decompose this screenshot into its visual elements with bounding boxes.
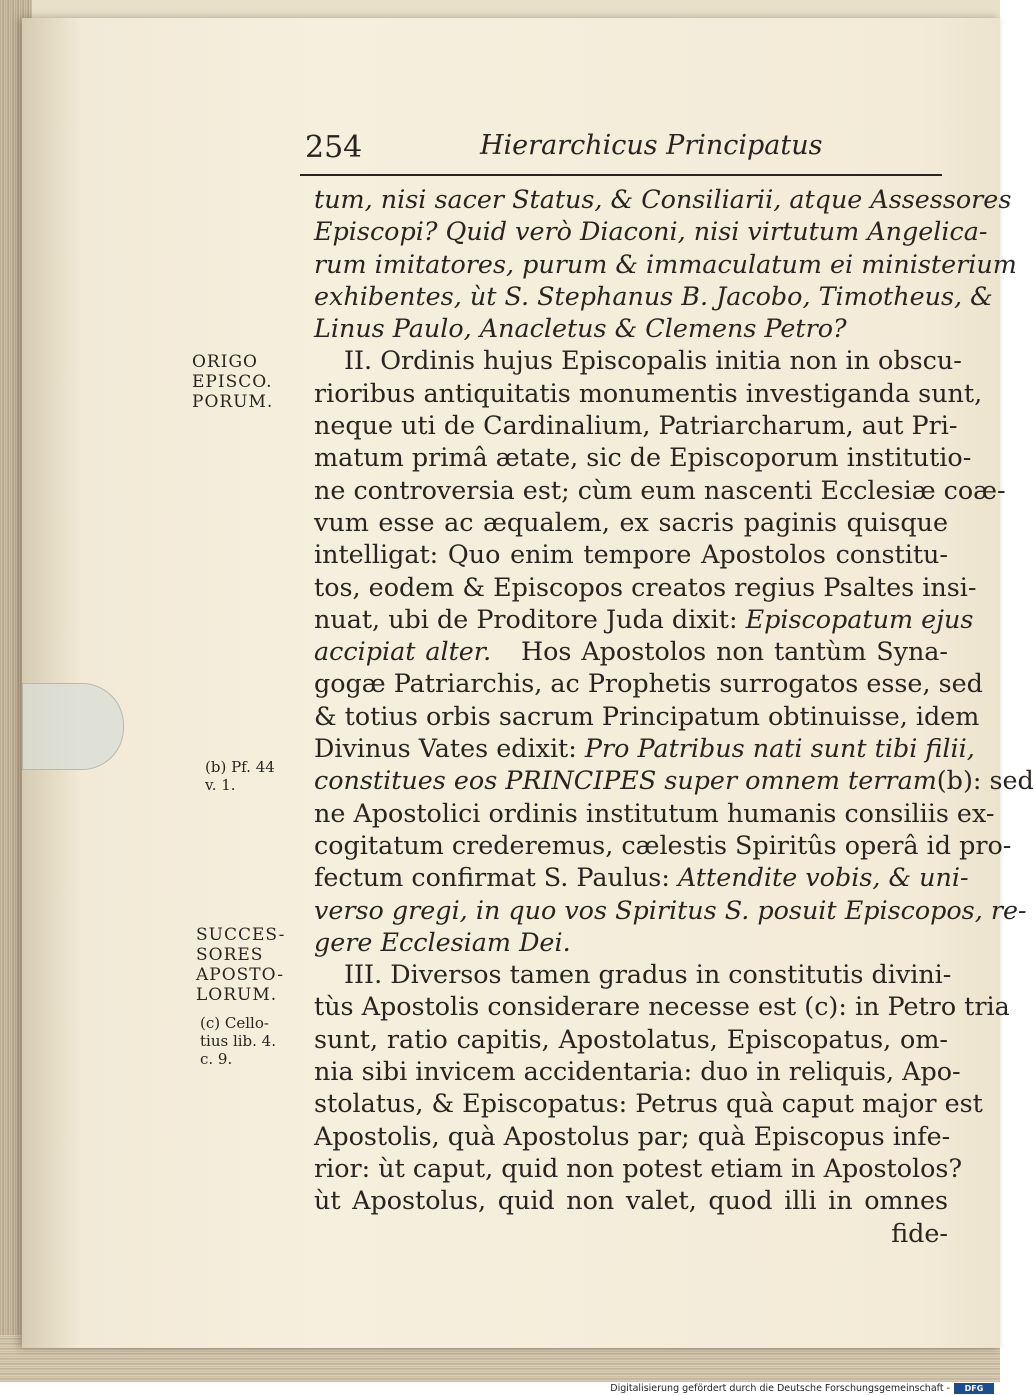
- text-line: exhibentes, ùt S. Stephanus B. Jacobo, Timotheus, &: [314, 280, 993, 311]
- margin-note-successores: [196, 925, 285, 1005]
- text-line: cogitatum crederemus, cælestis Spiritûs operâ id pro-: [314, 829, 1012, 860]
- digitization-footer: [0, 1382, 1000, 1395]
- header-rule: [300, 174, 942, 176]
- text-line: Episcopi? Quid verò Diaconi, nisi virtutum Angelica-: [314, 216, 988, 247]
- margin-note-line: ORIGO: [192, 352, 258, 372]
- text-span-italic: accipiat alter.: [314, 636, 492, 667]
- catchword: fide-: [891, 1217, 948, 1248]
- margin-note-origo: [192, 352, 273, 412]
- text-line: matum primâ ætate, sic de Episcoporum institutio-: [314, 442, 972, 473]
- text-line: [314, 861, 969, 893]
- text-line: ne controversia est; cùm eum nascenti Ecclesiæ coæ-: [314, 474, 1006, 505]
- text-line: stolatus, & Episcopatus: Petrus quà caput major est: [314, 1088, 983, 1119]
- text-span-italic: Attendite vobis, & uni-: [677, 862, 969, 893]
- text-line: gere Ecclesiam Dei.: [314, 926, 571, 957]
- margin-note-line: (b) Pf. 44: [205, 758, 275, 776]
- margin-note-psalm-reference: [205, 758, 275, 794]
- margin-note-line: SORES: [196, 945, 264, 965]
- text-line: [314, 635, 948, 667]
- text-span: Hos Apostolos non tantùm Syna-: [520, 636, 949, 667]
- page-number: 254: [305, 130, 363, 165]
- text-line: verso gregi, in quo vos Spiritus S. posuit Episcopos, re-: [314, 894, 1027, 925]
- margin-note-line: c. 9.: [200, 1050, 233, 1068]
- text-span-italic: Pro Patribus nati sunt tibi filii,: [584, 733, 975, 764]
- text-line: tùs Apostolis considerare necesse est (c): in Petro tria: [314, 991, 1010, 1022]
- text-line: rioribus antiquitatis monumentis investiganda sunt,: [314, 377, 983, 408]
- running-head: [305, 130, 945, 174]
- text-span: Divinus Vates edixit:: [314, 733, 577, 764]
- text-line: tum, nisi sacer Status, & Consiliarii, atque Assessores: [314, 184, 1012, 214]
- text-line: Apostolis, quà Apostolus par; quà Episcopus infe-: [314, 1120, 951, 1151]
- text-line: vum esse ac æqualem, ex sacris paginis quisque: [314, 506, 948, 537]
- text-line: rum imitatores, purum & immaculatum ei ministerium: [314, 248, 1017, 279]
- margin-note-line: tius lib. 4.: [200, 1032, 276, 1050]
- footer-credit: Digitalisierung gefördert durch die Deutsche Forschungsgemeinschaft -: [610, 1383, 950, 1394]
- text-span-italic: constitues eos PRINCIPES super omnem terram: [314, 765, 937, 796]
- text-line: [314, 732, 975, 764]
- margin-note-line: APOSTO-: [196, 965, 284, 985]
- text-line: & totius orbis sacrum Principatum obtinuisse, idem: [314, 700, 980, 731]
- margin-note-line: PORUM.: [192, 392, 274, 412]
- text-span: II. Ordinis hujus Episcopalis initia non in obscu-: [344, 345, 962, 376]
- text-line: [314, 344, 962, 376]
- margin-note-cellotius-reference: [200, 1014, 276, 1068]
- text-line: [314, 603, 974, 635]
- margin-note-line: EPISCO.: [192, 372, 273, 392]
- text-line: [314, 764, 1034, 796]
- running-title: Hierarchicus Principatus: [480, 130, 823, 161]
- text-line: neque uti de Cardinalium, Patriarcharum, aut Pri-: [314, 410, 958, 441]
- text-span: fectum confirmat S. Paulus:: [314, 862, 670, 893]
- text-span: (b): sed: [936, 765, 1034, 796]
- text-line: Linus Paulo, Anacletus & Clemens Petro?: [314, 313, 847, 344]
- dfg-logo: DFG: [954, 1383, 994, 1394]
- text-line: rior: ùt caput, quid non potest etiam in Apostolos?: [314, 1152, 963, 1183]
- text-line: [314, 958, 952, 990]
- text-line: intelligat: Quo enim tempore Apostolos constitu-: [314, 539, 948, 570]
- margin-note-line: SUCCES-: [196, 925, 286, 945]
- text-line: gogæ Patriarchis, ac Prophetis surrogatos esse, sed: [314, 668, 983, 699]
- body-text: [314, 183, 1034, 1249]
- text-line: tos, eodem & Episcopos creatos regius Psaltes insi-: [314, 571, 977, 602]
- text-span-italic: Episcopatum ejus: [745, 603, 974, 634]
- text-line: sunt, ratio capitis, Apostolatus, Episcopatus, om-: [314, 1023, 948, 1054]
- margin-note-line: v. 1.: [205, 776, 236, 794]
- text-line: ne Apostolici ordinis institutum humanis consiliis ex-: [314, 797, 995, 828]
- text-span: III. Diversos tamen gradus in constitutis divini-: [344, 959, 952, 990]
- text-line: nia sibi invicem accidentaria: duo in reliquis, Apo-: [314, 1056, 961, 1087]
- margin-note-line: (c) Cello-: [200, 1014, 269, 1032]
- text-span: nuat, ubi de Proditore Juda dixit:: [314, 603, 738, 634]
- text-line: ùt Apostolus, quid non valet, quod illi in omnes: [314, 1185, 948, 1216]
- margin-note-line: LORUM.: [196, 985, 278, 1005]
- page-holder-clip: [22, 683, 124, 770]
